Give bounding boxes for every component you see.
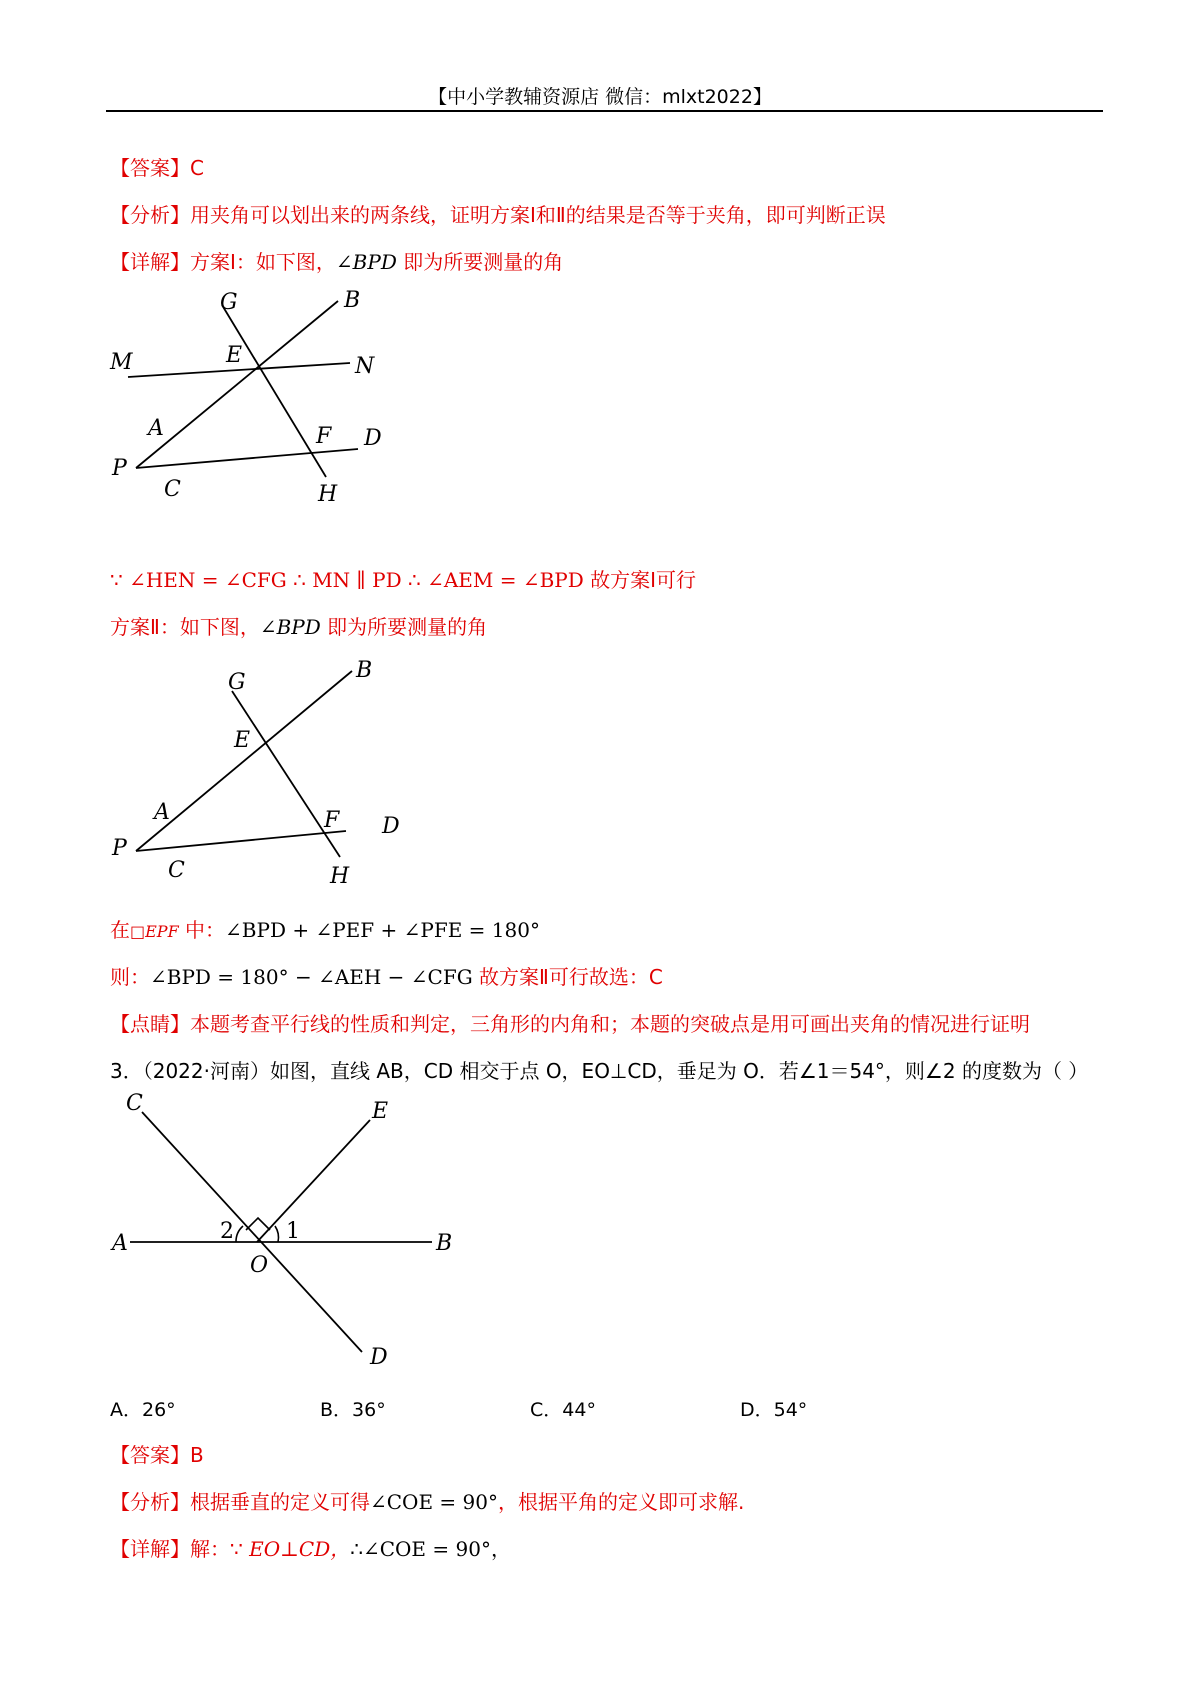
option-b[interactable]: B．36° bbox=[320, 1399, 386, 1421]
option-d[interactable]: D．54° bbox=[740, 1399, 808, 1421]
q3-answer-line bbox=[110, 1442, 204, 1468]
analysis-tag: 【分析】 bbox=[110, 203, 190, 227]
label-angle-2: 2 bbox=[220, 1219, 234, 1244]
figure-plan-1 bbox=[100, 285, 400, 510]
label-G: G bbox=[228, 670, 246, 695]
figure-q3 bbox=[100, 1092, 470, 1372]
plan2-suffix: 即为所要测量的角 bbox=[320, 615, 488, 639]
q3-options bbox=[110, 1395, 1010, 1421]
detail-prefix: 方案Ⅰ：如下图， bbox=[190, 250, 336, 274]
then-prefix: 则： bbox=[110, 965, 150, 989]
label-D: D bbox=[370, 1345, 388, 1370]
label-F: F bbox=[324, 808, 340, 833]
triangle-math: ∠BPD + ∠PEF + ∠PFE = 180° bbox=[225, 918, 540, 942]
analysis-suffix: ，根据平角的定义即可求解. bbox=[497, 1490, 745, 1514]
plan2-math: ∠BPD bbox=[259, 615, 321, 639]
label-D: D bbox=[382, 814, 400, 839]
q3-question: 3．（2022·河南）如图，直线 AB，CD 相交于点 O，EO⊥CD，垂足为 O．若∠1＝54°，则∠2 的度数为（ ） bbox=[110, 1059, 1089, 1083]
label-G: G bbox=[220, 290, 238, 315]
label-D: D bbox=[364, 426, 382, 451]
q3-analysis-line bbox=[110, 1489, 744, 1515]
answer-tag: 【答案】 bbox=[110, 156, 190, 180]
label-C: C bbox=[168, 858, 185, 883]
comment-tag: 【点睛】 bbox=[110, 1012, 190, 1036]
then-suffix: 故方案Ⅱ可行故选：C bbox=[472, 965, 663, 989]
label-B: B bbox=[436, 1231, 453, 1256]
step1-text: 故方案Ⅰ可行 bbox=[583, 568, 697, 592]
q2-step1-line bbox=[110, 567, 696, 593]
triangle-name: EPF bbox=[145, 922, 179, 941]
page-header: 【中小学教辅资源店 微信：mlxt2022】 bbox=[428, 86, 772, 108]
detail-suffix: 即为所要测量的角 bbox=[396, 250, 564, 274]
detail-math: ∠BPD bbox=[335, 250, 397, 274]
analysis-prefix: 根据垂直的定义可得 bbox=[190, 1490, 370, 1514]
q2-analysis-line bbox=[110, 202, 886, 228]
plan2-prefix: 方案Ⅱ：如下图， bbox=[110, 615, 260, 639]
triangle-mid: 中： bbox=[178, 918, 226, 942]
label-A: A bbox=[154, 800, 170, 825]
detail-math: ∴∠COE = 90°， bbox=[350, 1537, 511, 1561]
label-H: H bbox=[318, 482, 338, 507]
label-E: E bbox=[226, 343, 243, 368]
q2-then-line bbox=[110, 964, 663, 990]
then-math: ∠BPD = 180° − ∠AEH − ∠CFG bbox=[150, 965, 473, 989]
label-angle-1: 1 bbox=[286, 1219, 300, 1244]
detail-tag: 【详解】 bbox=[110, 250, 190, 274]
label-O: O bbox=[250, 1253, 269, 1278]
q2-answer-line bbox=[110, 155, 204, 181]
q2-detail-line bbox=[110, 249, 563, 275]
label-P: P bbox=[112, 836, 127, 861]
label-C: C bbox=[126, 1092, 143, 1116]
option-c[interactable]: C．44° bbox=[530, 1399, 596, 1421]
label-B: B bbox=[344, 288, 361, 313]
option-a[interactable]: A．26° bbox=[110, 1399, 176, 1421]
answer-value: C bbox=[190, 156, 204, 180]
label-A: A bbox=[148, 416, 164, 441]
answer-value: B bbox=[190, 1443, 204, 1467]
figure-plan-2 bbox=[100, 655, 420, 905]
analysis-tag: 【分析】 bbox=[110, 1490, 190, 1514]
label-N: N bbox=[355, 354, 375, 379]
label-A: A bbox=[112, 1231, 128, 1256]
detail-red: EO⊥CD， bbox=[249, 1537, 351, 1561]
label-E: E bbox=[234, 728, 251, 753]
q2-triangle-line bbox=[110, 917, 540, 945]
q2-comment-line bbox=[110, 1011, 1030, 1037]
triangle-symbol: □ bbox=[130, 922, 146, 941]
label-M: M bbox=[110, 350, 133, 375]
q2-plan2-line bbox=[110, 614, 487, 640]
label-B: B bbox=[356, 658, 373, 683]
analysis-text: 用夹角可以划出来的两条线，证明方案Ⅰ和Ⅱ的结果是否等于夹角，即可判断正误 bbox=[190, 203, 886, 227]
label-E: E bbox=[372, 1099, 389, 1124]
q3-detail-line bbox=[110, 1536, 511, 1562]
label-C: C bbox=[164, 477, 181, 502]
label-F: F bbox=[316, 424, 332, 449]
analysis-math: ∠COE = 90° bbox=[370, 1490, 498, 1514]
detail-prefix: 解：∵ bbox=[190, 1537, 250, 1561]
step1-math: ∵ ∠HEN = ∠CFG ∴ MN ∥ PD ∴ ∠AEM = ∠BPD bbox=[110, 568, 584, 592]
detail-tag: 【详解】 bbox=[110, 1537, 190, 1561]
triangle-prefix: 在 bbox=[110, 918, 130, 942]
header-rule bbox=[106, 110, 1103, 112]
label-P: P bbox=[112, 456, 127, 481]
answer-tag: 【答案】 bbox=[110, 1443, 190, 1467]
label-H: H bbox=[330, 864, 350, 889]
comment-text: 本题考查平行线的性质和判定，三角形的内角和；本题的突破点是用可画出夹角的情况进行证明 bbox=[190, 1012, 1030, 1036]
